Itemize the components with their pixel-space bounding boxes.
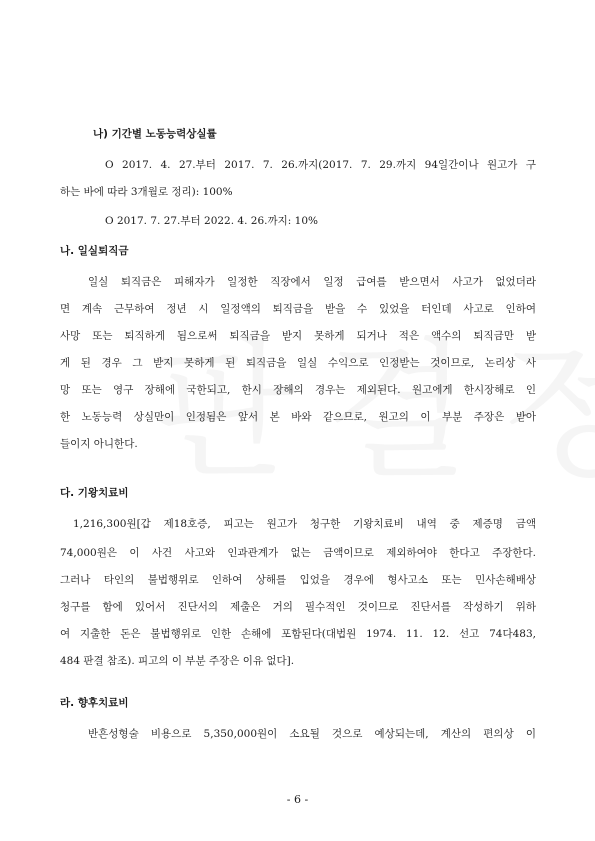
paragraph-line: 망 또는 영구 장해에 국한되고, 한시 장해의 경우는 제외된다. 원고에게 한시장해로 인 xyxy=(60,384,536,396)
paragraph-line: 일실 퇴직금은 피해자가 일정한 직장에서 일정 급여를 받으면서 사고가 없었더라 xyxy=(88,276,536,288)
page-number: - 6 - xyxy=(286,793,309,806)
section-heading-lost-severance: 나. 일실퇴직금 xyxy=(60,245,129,257)
paragraph-line: 청구를 함에 있어서 진단서의 제출은 거의 필수적인 것이므로 진단서를 작성하기 위하 xyxy=(60,601,536,613)
paragraph-line: 면 계속 근무하여 정년 시 일정액의 퇴직금을 받을 수 있었을 터인데 사고로 인하여 xyxy=(60,303,536,315)
paragraph-line: 74,000원은 이 사건 사고와 인과관계가 없는 금액이므로 제외하여야 한다고 주장한다. xyxy=(60,547,536,559)
disability-period-item-2: O 2017. 7. 27.부터 2022. 4. 26.까지: 10% xyxy=(105,215,318,227)
paragraph-line: 한 노동능력 상실만이 인정됨은 앞서 본 바와 같으므로, 원고의 이 부분 주장은 받아 xyxy=(60,411,536,423)
disability-period-item-1-line-2: 하는 바에 따라 3개월로 정리): 100% xyxy=(60,186,233,198)
paragraph-line: 그러나 타인의 불법행위로 인하여 상해를 입었을 경우에 형사고소 또는 민사손해배상 xyxy=(60,574,536,586)
paragraph-line: 들이지 아니한다. xyxy=(60,438,138,450)
paragraph-line: 사망 또는 퇴직하게 됨으로써 퇴직금을 받지 못하게 되거나 적은 액수의 퇴직금만 받 xyxy=(60,330,536,342)
paragraph-line: 여 지출한 돈은 불법행위로 인한 손해에 포함된다(대법원 1974. 11. 12. 선고 74다483, xyxy=(60,628,536,640)
paragraph-line: 게 된 경우 그 받지 못하게 된 퇴직금을 일실 수익으로 인정받는 것이므로, 논리상 사 xyxy=(60,357,536,369)
section-heading-past-medical-expenses: 다. 기왕치료비 xyxy=(60,487,129,499)
section-heading-future-medical-expenses: 라. 향후치료비 xyxy=(60,697,129,709)
paragraph-line: 1,216,300원[갑 제18호증, 피고는 원고가 청구한 기왕치료비 내역 중 제증명 금액 xyxy=(73,518,536,530)
section-heading-disability-rate: 나) 기간별 노동능력상실률 xyxy=(93,128,217,140)
watermark xyxy=(150,290,595,506)
paragraph-line: 484 판결 참조). 피고의 이 부분 주장은 이유 없다]. xyxy=(60,655,295,667)
paragraph-line: 반흔성형술 비용으로 5,350,000원이 소요될 것으로 예상되는데, 계산의 편의상 이 xyxy=(88,728,536,740)
disability-period-item-1-line-1: O 2017. 4. 27.부터 2017. 7. 26.까지(2017. 7. 29.까지 94일간이나 원고가 구 xyxy=(105,159,536,171)
